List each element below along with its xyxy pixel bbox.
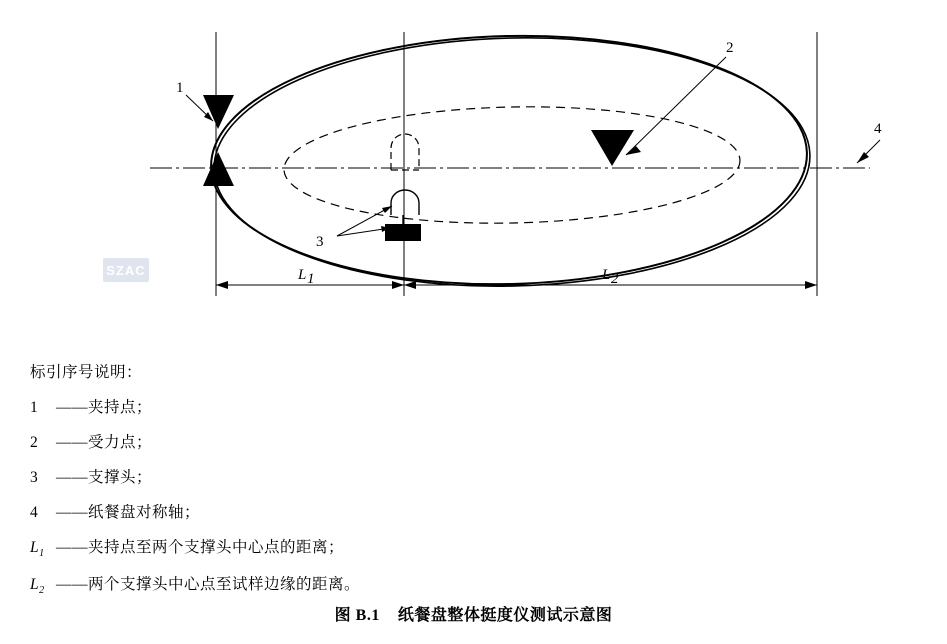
legend-text: 夹持点至两个支撑头中心点的距离； xyxy=(88,539,345,556)
plate-inner-edge xyxy=(283,102,741,228)
watermark: SZAC xyxy=(103,258,149,282)
legend-text: 两个支撑头中心点至试样边缘的距离。 xyxy=(88,576,361,594)
dimension-label-L1-sub: 1 xyxy=(307,271,315,287)
plate-outer-edge-2 xyxy=(211,31,813,293)
legend-dash: —— xyxy=(56,434,88,451)
dimension-label-L2-base: L xyxy=(602,267,611,283)
callout-label-3: 3 xyxy=(316,234,324,250)
support-head-lower-block xyxy=(385,224,421,241)
legend-key: 3 xyxy=(30,469,39,486)
legend-item xyxy=(30,430,730,452)
legend-item xyxy=(30,465,730,487)
legend-text: 受力点； xyxy=(88,434,153,451)
legend-text: 支撑头； xyxy=(88,469,153,486)
legend-dash: —— xyxy=(56,576,88,594)
legend-dash: —— xyxy=(56,504,88,521)
dimension-arrow-L2-right xyxy=(805,281,817,289)
figure-caption xyxy=(0,602,947,625)
legend-key: $L_2$ xyxy=(30,576,45,597)
callout-arrow-4 xyxy=(857,152,869,163)
callout-label-4: 4 xyxy=(874,121,882,137)
callout-leader-2 xyxy=(626,57,726,155)
support-head-upper xyxy=(391,134,419,170)
legend-dash: —— xyxy=(56,399,88,416)
figure-diagram xyxy=(0,0,947,320)
legend-title: 标引序号说明： xyxy=(30,364,143,381)
dimension-label-L2-sub: 2 xyxy=(611,271,619,287)
legend-key: $L_1$ xyxy=(30,539,45,560)
legend-item xyxy=(30,500,730,522)
load-point-triangle xyxy=(591,130,634,166)
legend-text: 夹持点； xyxy=(88,399,153,416)
legend-key: 1 xyxy=(30,399,39,416)
figure-title: 纸餐盘整体挺度仪测试示意图 xyxy=(397,607,613,624)
legend-item xyxy=(30,535,730,559)
figure-number: 图 B.1 xyxy=(334,607,380,624)
dimension-arrow-L1-right xyxy=(392,281,404,289)
legend-key: 4 xyxy=(30,504,39,521)
dimension-arrow-L1-left xyxy=(216,281,228,289)
support-head-lower-arc xyxy=(391,190,419,215)
legend-item xyxy=(30,395,730,417)
callout-label-2: 2 xyxy=(726,40,734,56)
legend-text: 纸餐盘对称轴； xyxy=(88,504,201,521)
legend xyxy=(30,360,730,609)
clamp-lower-triangle xyxy=(203,152,234,186)
dimension-label-L1-base: L xyxy=(298,267,307,283)
callout-label-1: 1 xyxy=(176,80,184,96)
legend-key: 2 xyxy=(30,434,39,451)
legend-dash: —— xyxy=(56,469,88,486)
dimension-arrow-L2-left xyxy=(404,281,416,289)
legend-dash: —— xyxy=(56,539,88,556)
legend-item xyxy=(30,572,730,596)
